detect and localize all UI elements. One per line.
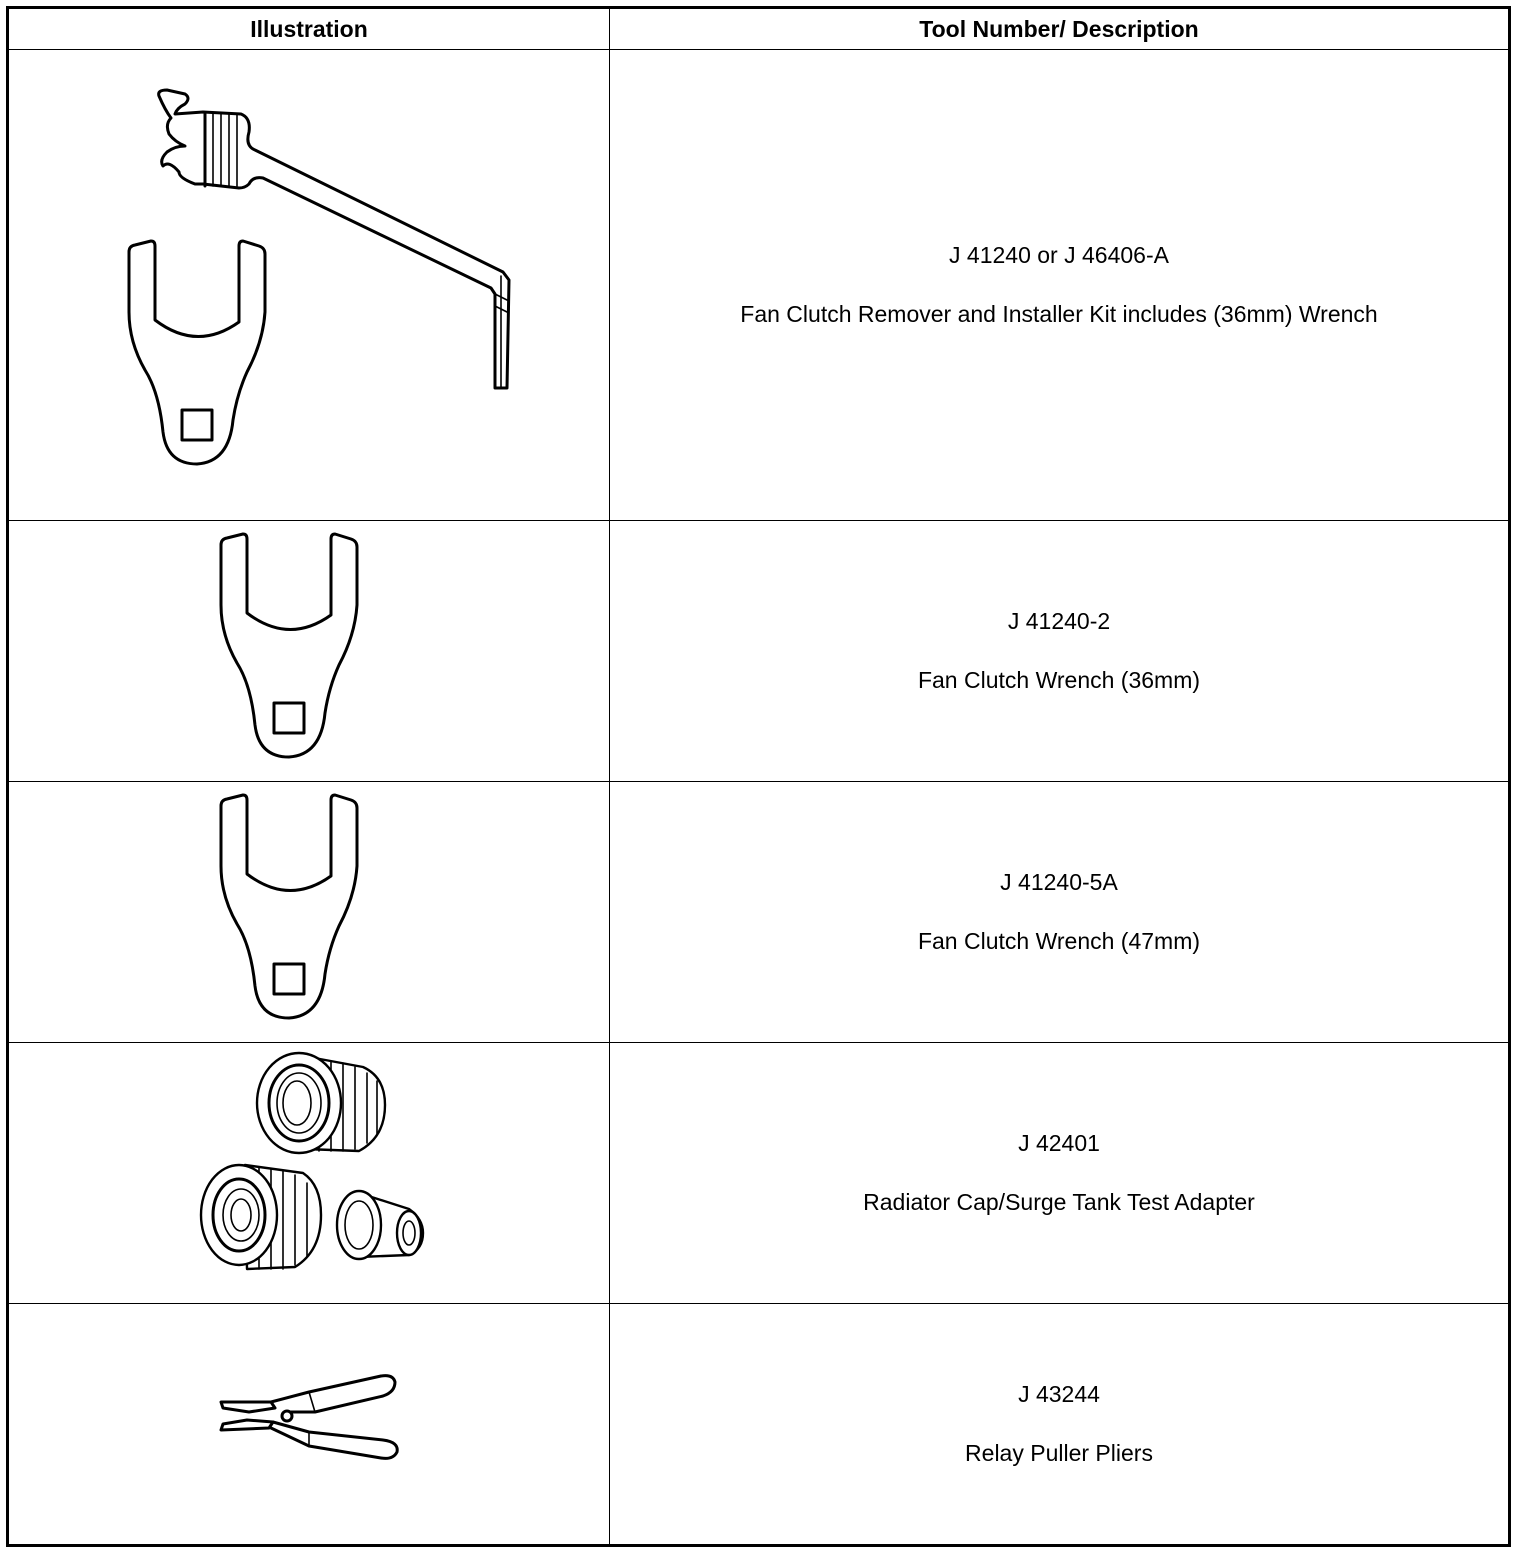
description-cell: [610, 1043, 1510, 1304]
special-tools-table: [6, 6, 1511, 1547]
fan-clutch-wrench-icon: [9, 521, 609, 781]
illustration-cell: [8, 50, 610, 521]
tool-description: Radiator Cap/Surge Tank Test Adapter: [863, 1189, 1255, 1215]
illustration-cell: [8, 521, 610, 782]
tool-number: J 41240 or J 46406-A: [949, 242, 1169, 268]
description-cell: [610, 1304, 1510, 1546]
tool-number: J 41240-2: [1007, 608, 1111, 634]
tool-number: J 41240-5A: [1000, 869, 1118, 895]
tool-description: Fan Clutch Wrench (36mm): [917, 667, 1201, 693]
tool-description: Relay Puller Pliers: [965, 1440, 1153, 1466]
wrench-kit-icon: [9, 50, 609, 520]
pliers-icon: [9, 1304, 609, 1544]
description-cell: [610, 50, 1510, 521]
table-row: [8, 1304, 1510, 1546]
tool-description: Fan Clutch Wrench (47mm): [917, 928, 1201, 954]
table-row: [8, 1043, 1510, 1304]
tool-number: J 43244: [1018, 1381, 1100, 1407]
tool-number: J 42401: [1018, 1130, 1100, 1156]
description-column-header: Tool Number/ Description: [610, 8, 1510, 50]
table-row: [8, 50, 1510, 521]
table-row: [8, 521, 1510, 782]
tool-description: Fan Clutch Remover and Installer Kit includes (36mm) Wrench: [740, 301, 1378, 327]
table-row: [8, 782, 1510, 1043]
description-cell: [610, 782, 1510, 1043]
illustration-cell: [8, 782, 610, 1043]
illustration-cell: [8, 1043, 610, 1304]
illustration-cell: [8, 1304, 610, 1546]
fan-clutch-wrench-icon: [9, 782, 609, 1042]
illustration-column-header: Illustration: [8, 8, 610, 50]
table-header-row: [8, 8, 1510, 50]
description-cell: [610, 521, 1510, 782]
test-adapter-icon: [9, 1043, 609, 1303]
